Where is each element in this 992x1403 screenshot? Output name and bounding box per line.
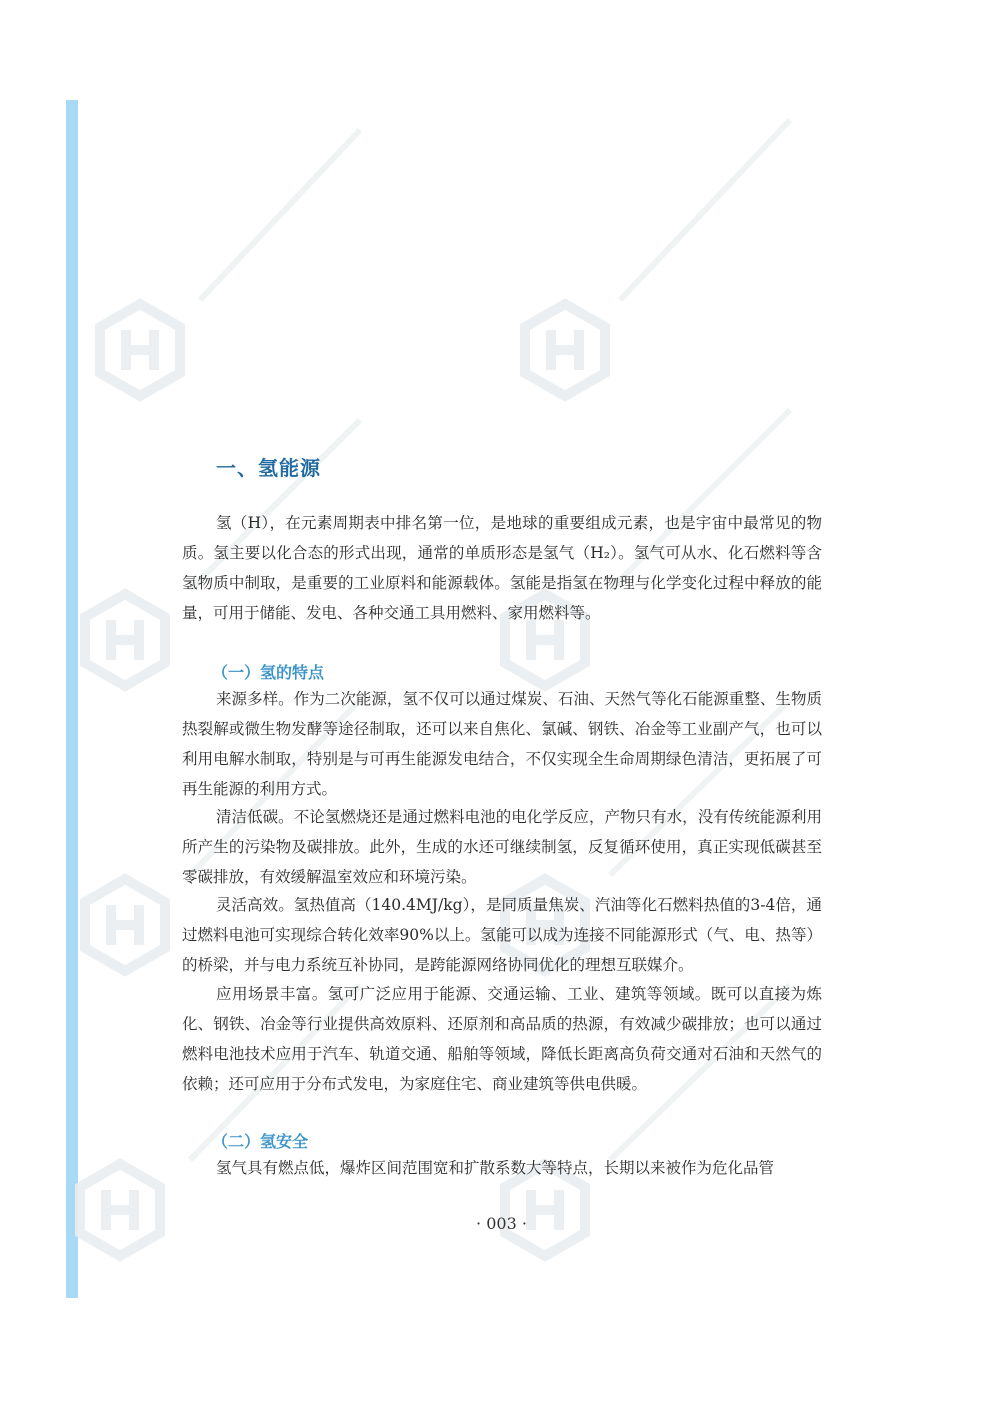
subsection-title-safety: （二）氢安全 xyxy=(212,1132,309,1151)
watermark-stripe xyxy=(620,120,790,300)
watermark-logo-icon xyxy=(525,304,605,396)
paragraph-hydrogen-safety: 氢气具有燃点低，爆炸区间范围宽和扩散系数大等特点，长期以来被作为危化品管 xyxy=(216,1159,775,1177)
paragraph-diverse-sources: 来源多样。作为二次能源，氢不仅可以通过煤炭、石油、天然气等化石能源重整、生物质热裂解或微生物发酵等途径制取，还可以来自焦化、氯碱、钢铁、冶金等工业副产气，也可以利用电解水制取，特别是与可再生能源发电结合，不仅实现全生命周期绿色清洁，更拓展了可再生能源的利用方式。 xyxy=(182,690,822,798)
section-title: 一、氢能源 xyxy=(216,456,321,480)
paragraph-flexible-efficient: 灵活高效。氢热值高（140.4MJ/kg），是同质量焦炭、汽油等化石燃料热值的3-4倍，通过燃料电池可实现综合转化效率90%以上。氢能可以成为连接不同能源形式（气、电、热等）的桥梁，并与电力系统互补协同，是跨能源网络协同优化的理想互联媒介。 xyxy=(182,896,822,974)
side-accent-bar xyxy=(66,100,78,1298)
watermark-logo-icon xyxy=(80,1164,160,1256)
subsection-title-features: （一）氢的特点 xyxy=(212,663,325,682)
paragraph-application-scenarios: 应用场景丰富。氢可广泛应用于能源、交通运输、工业、建筑等领域。既可以直接为炼化、钢铁、冶金等行业提供高效原料、还原剂和高品质的热源，有效减少碳排放；也可以通过燃料电池技术应用于汽车、轨道交通、船舶等领域，降低长距离高负荷交通对石油和天然气的依赖；还可应用于分布式发电，为家庭住宅、商业建筑等供电供暖。 xyxy=(182,985,822,1093)
watermark-logo-icon xyxy=(85,594,165,686)
section-intro-paragraph: 氢（H），在元素周期表中排名第一位，是地球的重要组成元素，也是宇宙中最常见的物质。氢主要以化合态的形式出现，通常的单质形态是氢气（H₂）。氢气可从水、化石燃料等含氢物质中制取，是重要的工业原料和能源载体。氢能是指氢在物理与化学变化过程中释放的能量，可用于储能、发电、各种交通工具用燃料、家用燃料等。 xyxy=(182,514,822,622)
watermark-logo-icon xyxy=(85,879,165,971)
watermark-logo-icon xyxy=(100,304,180,396)
paragraph-clean-low-carbon: 清洁低碳。不论氢燃烧还是通过燃料电池的电化学反应，产物只有水，没有传统能源利用所产生的污染物及碳排放。此外，生成的水还可继续制氢，反复循环使用，真正实现低碳甚至零碳排放，有效缓解温室效应和环境污染。 xyxy=(182,808,822,886)
page-number: · 003 · xyxy=(476,1214,527,1233)
watermark-stripe xyxy=(200,130,360,300)
